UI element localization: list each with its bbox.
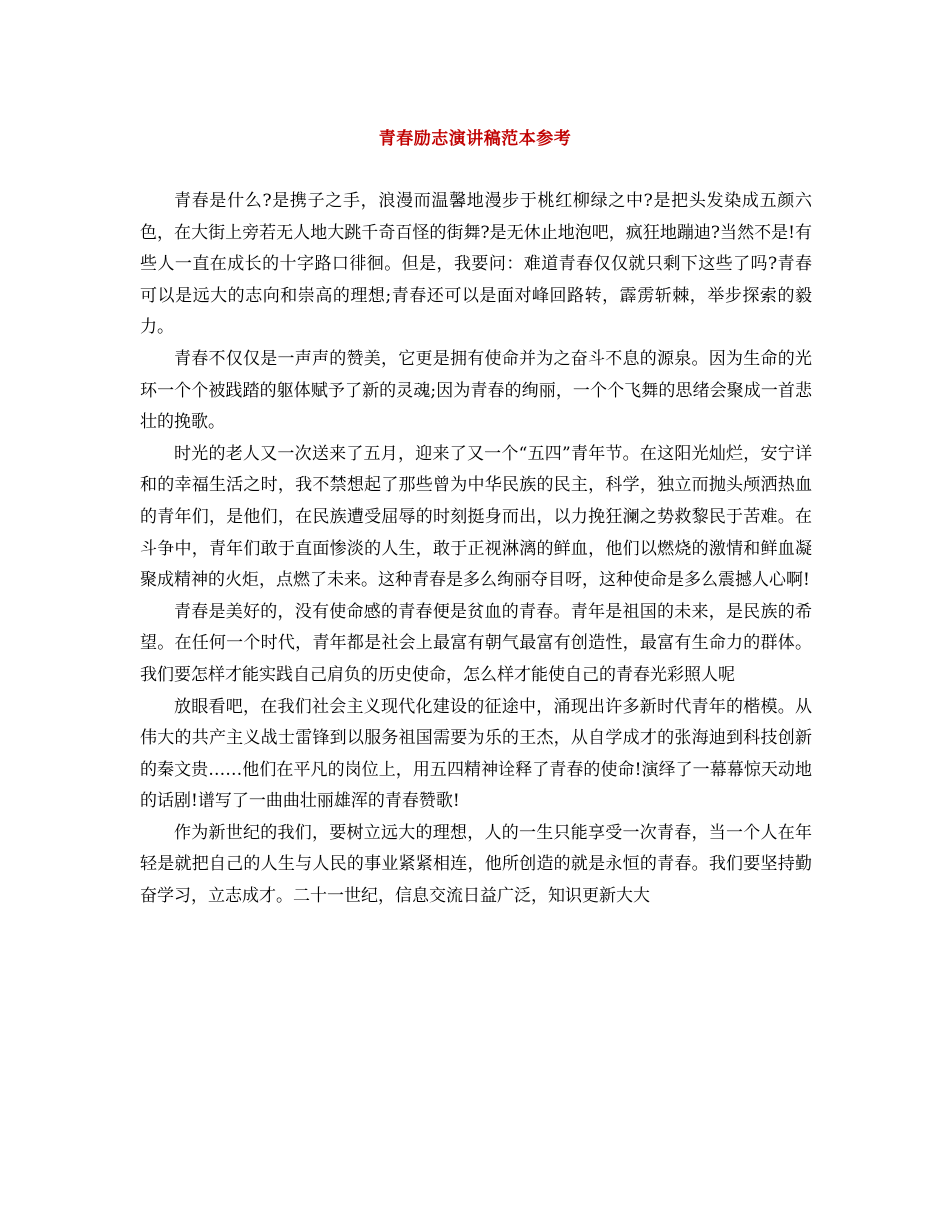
page-title: 青春励志演讲稿范本参考: [378, 129, 572, 149]
paragraph-1: 青春是什么?是携子之手，浪漫而温馨地漫步于桃红柳绿之中?是把头发染成五颜六色，在大街上旁若无人地大跳千奇百怪的街舞?是无休止地泡吧，疯狂地蹦迪?当然不是!有些人一直在成长的十字路口徘徊。但是，我要问：难道青春仅仅就只剩下这些了吗?青春可以是远大的志向和崇高的理想;青春还可以是面对峰回路转，霹雳斩棘，举步探索的毅力。: [140, 191, 812, 338]
document-body: [140, 186, 812, 913]
paragraph-3: 时光的老人又一次送来了五月，迎来了又一个“五四”青年节。在这阳光灿烂，安宁详和的幸福生活之时，我不禁想起了那些曾为中华民族的民主，科学，独立而抛头颅洒热血的青年们，是他们，在民族遭受屈辱的时刻挺身而出，以力挽狂澜之势救黎民于苦难。在斗争中，青年们敢于直面惨淡的人生，敢于正视淋漓的鲜血，他们以燃烧的激情和鲜血凝聚成精神的火炬，点燃了未来。这种青春是多么绚丽夺目呀，这种使命是多么震撼人心啊!: [140, 443, 812, 591]
paragraph-2: 青春不仅仅是一声声的赞美，它更是拥有使命并为之奋斗不息的源泉。因为生命的光环一个个被践踏的躯体赋予了新的灵魂;因为青春的绚丽，一个个飞舞的思绪会聚成一首悲壮的挽歌。: [140, 348, 812, 433]
paragraph-5: 放眼看吧，在我们社会主义现代化建设的征途中，涌现出许多新时代青年的楷模。从伟大的共产主义战士雷锋到以服务祖国需要为乐的王杰，从自学成才的张海迪到科技创新的秦文贵……他们在平凡的岗位上，用五四精神诠释了青春的使命!演绎了一幕幕惊天动地的话剧!谱写了一曲曲壮丽雄浑的青春赞歌!: [140, 696, 812, 812]
paragraph-6: 作为新世纪的我们，要树立远大的理想，人的一生只能享受一次青春，当一个人在年轻是就把自己的人生与人民的事业紧紧相连，他所创造的就是永恒的青春。我们要坚持勤奋学习，立志成才。二十一世纪，信息交流日益广泛，知识更新大大: [140, 822, 812, 907]
paragraph-4: 青春是美好的，没有使命感的青春便是贫血的青春。青年是祖国的未来，是民族的希望。在任何一个时代，青年都是社会上最富有朝气最富有创造性，最富有生命力的群体。我们要怎样才能实践自己肩负的历史使命，怎么样才能使自己的青春光彩照人呢: [140, 601, 812, 685]
